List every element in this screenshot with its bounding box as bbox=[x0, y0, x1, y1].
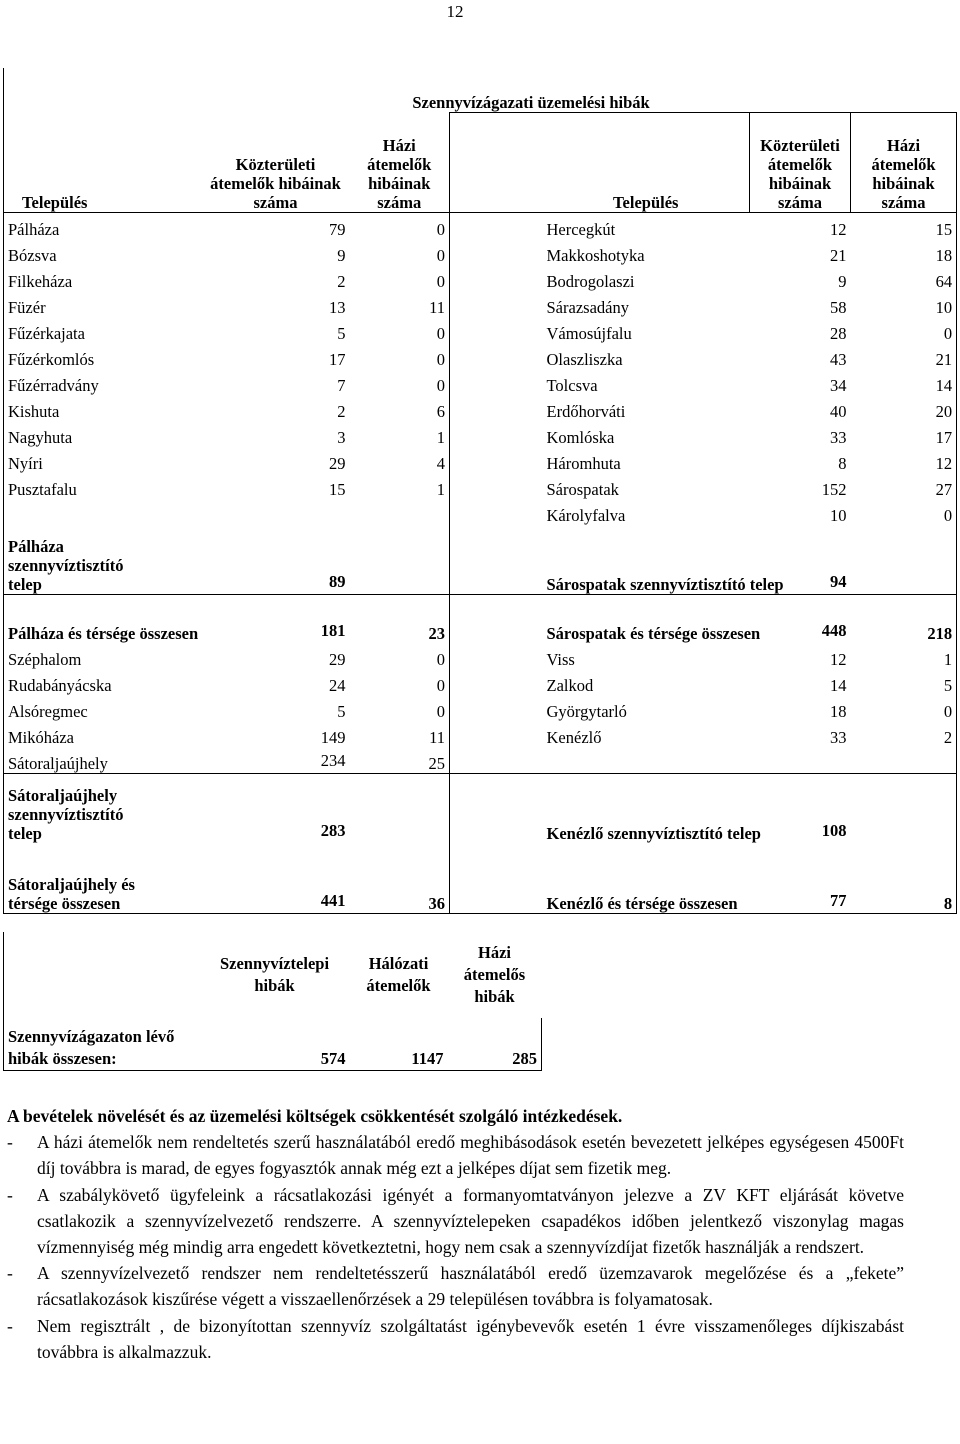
summary-col3: Házi átemelős hibák bbox=[463, 943, 526, 1006]
total-name-right-b: Kenézlő és térsége összesen bbox=[546, 893, 738, 913]
table-row bbox=[4, 239, 957, 265]
table-cell: 17 bbox=[851, 421, 957, 447]
list-item-text: A szabálykövető ügyfeleink a rácsatlakozási igényét a formanyomtatványon jelezve a ZV KFT eljárását követve csatlakozik a szennyvízelvezető rendszerre. A szennyvíztelepeken csapadékos időben jelentkező viszonylag magas vízmennyiség még mindig arra engedett következtetni, hogy nem csak a szennyvízdíjat fizetők használják a rendszert. bbox=[37, 1184, 904, 1258]
table-cell: 15 bbox=[329, 479, 346, 499]
table-row bbox=[4, 421, 957, 447]
total-name-left: Pálháza és térsége összesen bbox=[8, 623, 199, 643]
list-item-text: Nem regisztrált , de bizonyítottan szennyvíz szolgáltatást igénybevevők esetén 1 évre visszamenőleges díjkiszabást továbbra is alkalmazzuk. bbox=[37, 1315, 904, 1362]
table-cell: 0 bbox=[350, 643, 450, 669]
table-cell: Kenézlő bbox=[546, 727, 602, 747]
total-h-right: 218 bbox=[851, 595, 957, 643]
table-cell: Nyíri bbox=[4, 447, 106, 473]
list-item-text: A szennyvízelvezető rendszer nem rendeltetésszerű használatából eredő üzemzavarok megelőzése és a „fekete” rácsatlakozások kiszűrése végett a visszaellenőrzések a 29 településen továbbra is folyamatosak. bbox=[37, 1263, 904, 1310]
table-row bbox=[4, 212, 957, 239]
table-row bbox=[4, 721, 957, 747]
table-cell: Háromhuta bbox=[546, 453, 621, 473]
table-cell: Vámosújfalu bbox=[546, 323, 632, 343]
plant-value-left-b: 283 bbox=[320, 821, 346, 840]
table-cell: 21 bbox=[830, 245, 847, 265]
table-cell: 5 bbox=[337, 701, 346, 721]
table-cell: 5 bbox=[851, 669, 957, 695]
table-cell: Károlyfalva bbox=[546, 505, 626, 525]
measures-section bbox=[7, 1103, 904, 1365]
table-cell: 33 bbox=[830, 727, 847, 747]
table-cell: 12 bbox=[830, 219, 847, 239]
table-cell: Filkeháza bbox=[4, 265, 106, 291]
table-cell: 0 bbox=[350, 212, 450, 239]
table-cell: 1 bbox=[350, 473, 450, 499]
table-cell: 11 bbox=[350, 721, 450, 747]
bullet-dash: - bbox=[7, 1132, 13, 1153]
table-cell: 234 bbox=[320, 750, 346, 770]
table-cell: Kishuta bbox=[4, 395, 106, 421]
list-item bbox=[7, 1313, 904, 1365]
table-cell: 20 bbox=[851, 395, 957, 421]
table-cell: Nagyhuta bbox=[4, 421, 106, 447]
plant-name-right: Sárospatak szennyvíztisztító telep bbox=[546, 575, 784, 594]
table-cell: 27 bbox=[851, 473, 957, 499]
bullet-dash: - bbox=[7, 1184, 13, 1205]
table-cell: 9 bbox=[838, 271, 847, 291]
table-cell: 0 bbox=[851, 499, 957, 525]
header-kozteruleti-2: Közterületi átemelők hibáinak száma bbox=[750, 112, 851, 212]
table-cell: 18 bbox=[830, 701, 847, 721]
table-cell: Széphalom bbox=[4, 643, 106, 669]
table-cell: 0 bbox=[350, 343, 450, 369]
bullet-dash: - bbox=[7, 1263, 13, 1284]
table-cell: Györgytarló bbox=[546, 701, 627, 721]
list-item bbox=[7, 1182, 904, 1261]
table-cell: 58 bbox=[830, 297, 847, 317]
table-cell: 4 bbox=[350, 447, 450, 473]
plant-value-right-b: 108 bbox=[821, 821, 847, 840]
list-item bbox=[7, 1129, 904, 1181]
table-cell: 8 bbox=[838, 453, 847, 473]
table-cell: Fűzérradvány bbox=[4, 369, 106, 395]
table-cell: 28 bbox=[830, 323, 847, 343]
total-name-right: Sárospatak és térsége összesen bbox=[546, 623, 761, 643]
table-cell: Sátoraljaújhely bbox=[8, 753, 108, 773]
table-cell: Hercegkút bbox=[546, 219, 616, 239]
table-cell: Pusztafalu bbox=[4, 473, 106, 499]
table-cell: 40 bbox=[830, 401, 847, 421]
table-cell: 7 bbox=[337, 375, 346, 395]
table-cell: 10 bbox=[830, 505, 847, 525]
table-cell: Pálháza bbox=[4, 212, 106, 239]
table-cell: 0 bbox=[851, 695, 957, 721]
table-row bbox=[4, 265, 957, 291]
summary-col1: Szennyvíztelepi hibák bbox=[219, 954, 330, 995]
table-cell: 29 bbox=[329, 453, 346, 473]
total-k-right: 448 bbox=[821, 620, 847, 640]
header-hazi-2: Házi átemelők hibáinak száma bbox=[851, 112, 957, 212]
summary-v2: 1147 bbox=[350, 1018, 448, 1070]
table-row bbox=[4, 473, 957, 499]
table-cell: 43 bbox=[830, 349, 847, 369]
table-cell: 12 bbox=[851, 447, 957, 473]
header-hazi: Házi átemelők hibáinak száma bbox=[350, 112, 450, 212]
table-cell: 1 bbox=[851, 643, 957, 669]
table-cell: 21 bbox=[851, 343, 957, 369]
table-cell: 5 bbox=[337, 323, 346, 343]
plant-name-left-b: Sátoraljaújhely szennyvíztisztító telep bbox=[8, 786, 124, 843]
total-h-right-b: 8 bbox=[851, 843, 957, 913]
total-k-left-b: 441 bbox=[320, 890, 346, 910]
table-cell: 0 bbox=[350, 369, 450, 395]
table-cell: Füzér bbox=[4, 291, 106, 317]
table-cell: Mikóháza bbox=[4, 721, 106, 747]
table-row bbox=[4, 447, 957, 473]
table-row bbox=[4, 643, 957, 669]
bullet-dash: - bbox=[7, 1315, 13, 1336]
table-cell: 25 bbox=[350, 747, 450, 774]
table-cell: 149 bbox=[320, 727, 346, 747]
table-cell: 15 bbox=[851, 212, 957, 239]
summary-table bbox=[3, 932, 542, 1071]
table-row bbox=[4, 395, 957, 421]
plant-value-left: 89 bbox=[329, 572, 346, 591]
table-row bbox=[4, 669, 957, 695]
table-row bbox=[4, 695, 957, 721]
table-cell: Sárospatak bbox=[546, 479, 619, 499]
header-kozteruleti: Közterületi átemelők hibáinak száma bbox=[106, 112, 350, 212]
summary-v1: 574 bbox=[200, 1018, 350, 1070]
total-k-right-b: 77 bbox=[830, 890, 847, 910]
table-cell: Fűzérkomlós bbox=[4, 343, 106, 369]
total-name-left-b: Sátoraljaújhely és térsége összesen bbox=[8, 874, 135, 913]
header-telepules-2: Település bbox=[543, 112, 750, 212]
table-row bbox=[4, 317, 957, 343]
table-cell: Zalkod bbox=[546, 675, 594, 695]
table-cell: Rudabányácska bbox=[4, 669, 106, 695]
table-row bbox=[4, 291, 957, 317]
table-cell: Bodrogolaszi bbox=[546, 271, 635, 291]
page-number: 12 bbox=[446, 2, 464, 21]
plant-name-left: Pálháza szennyvíztisztító telep bbox=[8, 537, 124, 594]
total-h-left-b: 36 bbox=[350, 843, 450, 913]
table-cell: 0 bbox=[851, 317, 957, 343]
table-cell: 2 bbox=[337, 271, 346, 291]
table-cell: 18 bbox=[851, 239, 957, 265]
plant-value-right: 94 bbox=[830, 572, 847, 591]
table-cell: Alsóregmec bbox=[4, 695, 106, 721]
table-cell: 33 bbox=[830, 427, 847, 447]
table-cell: Bózsva bbox=[4, 239, 106, 265]
table-cell: Fűzérkajata bbox=[4, 317, 106, 343]
table-cell: 29 bbox=[329, 649, 346, 669]
faults-table bbox=[3, 68, 957, 914]
table-cell: 0 bbox=[350, 239, 450, 265]
list-item-text: A házi átemelők nem rendeltetés szerű használatából eredő meghibásodások esetén bevezetett jelképes egységesen 4500Ft díj továbbra is marad, de egyes fogyasztók annak még ezt a jelképes díjat sem fizetik meg. bbox=[37, 1132, 904, 1179]
table-cell: 12 bbox=[830, 649, 847, 669]
summary-label: Szennyvízágazaton lévő hibák összesen: bbox=[4, 1018, 200, 1070]
table-cell: 64 bbox=[851, 265, 957, 291]
table-cell: 34 bbox=[830, 375, 847, 395]
table-title: Szennyvízágazati üzemelési hibák bbox=[412, 92, 650, 112]
table-cell: 2 bbox=[851, 721, 957, 747]
table-row bbox=[4, 343, 957, 369]
total-k-left: 181 bbox=[320, 620, 346, 640]
table-cell: 10 bbox=[851, 291, 957, 317]
table-cell: 11 bbox=[350, 291, 450, 317]
table-cell: 17 bbox=[329, 349, 346, 369]
total-h-left: 23 bbox=[350, 595, 450, 643]
table-cell: 0 bbox=[350, 265, 450, 291]
table-cell: Makkoshotyka bbox=[546, 245, 645, 265]
summary-col2: Hálózati átemelők bbox=[366, 954, 431, 995]
table-cell: Erdőhorváti bbox=[546, 401, 626, 421]
table-cell: 14 bbox=[851, 369, 957, 395]
table-cell: 0 bbox=[350, 695, 450, 721]
table-cell: 0 bbox=[350, 317, 450, 343]
summary-v3: 285 bbox=[448, 1018, 542, 1070]
table-cell: 2 bbox=[337, 401, 346, 421]
table-cell: Olaszliszka bbox=[546, 349, 623, 369]
table-cell: Viss bbox=[546, 649, 575, 669]
table-cell: 1 bbox=[350, 421, 450, 447]
measures-heading: A bevételek növelését és az üzemelési költségek csökkentését szolgáló intézkedések. bbox=[7, 1106, 623, 1126]
header-telepules: Település bbox=[4, 112, 106, 212]
table-cell: 14 bbox=[830, 675, 847, 695]
list-item bbox=[7, 1260, 904, 1312]
plant-name-right-b: Kenézlő szennyvíztisztító telep bbox=[546, 824, 761, 843]
table-row bbox=[4, 369, 957, 395]
table-cell: 13 bbox=[329, 297, 346, 317]
table-cell: 0 bbox=[350, 669, 450, 695]
table-cell: 24 bbox=[329, 675, 346, 695]
table-cell: Tolcsva bbox=[546, 375, 598, 395]
table-cell: 9 bbox=[337, 245, 346, 265]
table-cell: Komlóska bbox=[546, 427, 615, 447]
table-cell: 3 bbox=[337, 427, 346, 447]
table-cell: 152 bbox=[821, 479, 847, 499]
table-cell: Sárazsadány bbox=[546, 297, 629, 317]
table-cell: 79 bbox=[329, 219, 346, 239]
table-cell: 6 bbox=[350, 395, 450, 421]
